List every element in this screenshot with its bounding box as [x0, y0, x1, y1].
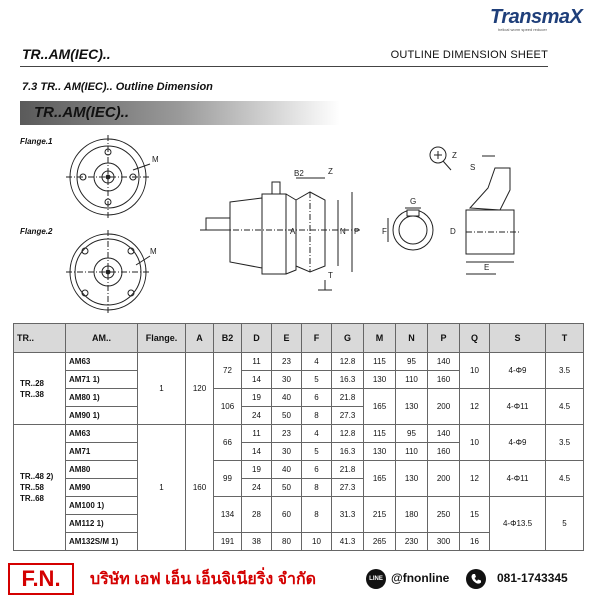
tr-group1-cell: TR..28 TR..38: [14, 353, 66, 425]
zoom-detail-icon: [430, 147, 451, 170]
col-header-s: S: [490, 324, 546, 353]
dim-label-p: P: [354, 227, 360, 236]
section-heading: 7.3 TR.. AM(IEC).. Outline Dimension: [22, 81, 213, 93]
table-row: AM112 1): [14, 515, 584, 533]
company-logo: F.N.: [8, 563, 74, 595]
table-row: AM71 14 30 5 16.3 130 110 160: [14, 443, 584, 461]
phone-icon: [466, 569, 486, 589]
dim-label-z: Z: [328, 167, 333, 176]
col-header-m: M: [364, 324, 396, 353]
table-row: TR..48 2) TR..58 TR..68 AM63 1 160 66 11 23 4 12.8 115 95 140 10 4-Φ9 3.5: [14, 425, 584, 443]
table-header-row: [14, 324, 584, 353]
col-header-am: AM..: [66, 324, 138, 353]
col-header-n: N: [396, 324, 428, 353]
dim-label-m: M: [152, 155, 159, 164]
dimension-table: [13, 323, 584, 551]
header-divider: [20, 66, 548, 67]
table-row: TR..28 TR..38 AM63 1 120 72 11 23 4 12.8 115 95 140 10 4-Φ9 3.5: [14, 353, 584, 371]
page-title: TR..AM(IEC)..: [22, 46, 111, 62]
dim-label-z2: Z: [452, 151, 457, 160]
table-row: AM80 99 19 40 6 21.8 165 130 200 12 4-Φ11 4.5: [14, 461, 584, 479]
table-row: AM132S/M 1) 191 38 80 10 41.3 265 230 300 16: [14, 533, 584, 551]
banner-title: TR..AM(IEC)..: [34, 104, 129, 121]
flange2-label: Flange.2: [20, 227, 53, 236]
dim-label-e: E: [484, 263, 490, 272]
flange1-label: Flange.1: [20, 137, 53, 146]
table-row: AM71 1) 14 30 5 16.3 130 110 160: [14, 371, 584, 389]
brand-logo: TransmaX: [490, 6, 583, 28]
line-handle[interactable]: @fnonline: [391, 571, 450, 585]
col-header-d: D: [242, 324, 272, 353]
table-row: AM90 24 50 8 27.3: [14, 479, 584, 497]
dim-label-m2: M: [150, 247, 157, 256]
outline-drawing: [0, 130, 600, 320]
hollow-shaft-section: [466, 156, 520, 274]
table-row: AM100 1) 134 28 60 8 31.3 215 180 250 15 4-Φ13.5 5: [14, 497, 584, 515]
col-header-t: T: [546, 324, 584, 353]
dim-label-d: D: [450, 227, 456, 236]
shaft-end-view: [388, 208, 433, 250]
table-row: AM90 1) 24 50 8 27.3: [14, 407, 584, 425]
dim-label-s: S: [470, 163, 476, 172]
dim-label-t: T: [328, 271, 333, 280]
col-header-a: A: [186, 324, 214, 353]
col-header-e: E: [272, 324, 302, 353]
sheet-title: OUTLINE DIMENSION SHEET: [390, 49, 548, 61]
col-header-b2: B2: [214, 324, 242, 353]
flange2-front-view: [66, 230, 150, 314]
dim-label-g: G: [410, 197, 417, 206]
dim-label-b2: B2: [294, 169, 304, 178]
col-header-g: G: [332, 324, 364, 353]
col-header-q: Q: [460, 324, 490, 353]
phone-number[interactable]: 081-1743345: [497, 571, 568, 585]
dim-label-n: N: [340, 227, 346, 236]
table-row: AM80 1) 106 19 40 6 21.8 165 130 200 12 4-Φ11 4.5: [14, 389, 584, 407]
dim-label-a: A: [290, 227, 296, 236]
gearbox-side-view: [200, 178, 360, 290]
col-header-p: P: [428, 324, 460, 353]
col-header-f: F: [302, 324, 332, 353]
dim-label-f: F: [382, 227, 387, 236]
flange1-front-view: [66, 135, 150, 219]
line-app-icon: LINE: [366, 569, 386, 589]
company-name: บริษัท เอฟ เอ็น เอ็นจิเนียริ่ง จำกัด: [90, 571, 317, 588]
col-header-flange: Flange.: [138, 324, 186, 353]
tr-group2-cell: TR..48 2) TR..58 TR..68: [14, 425, 66, 551]
brand-tagline: helical worm speed reducer: [498, 27, 547, 32]
col-header-tr: TR..: [14, 324, 66, 353]
